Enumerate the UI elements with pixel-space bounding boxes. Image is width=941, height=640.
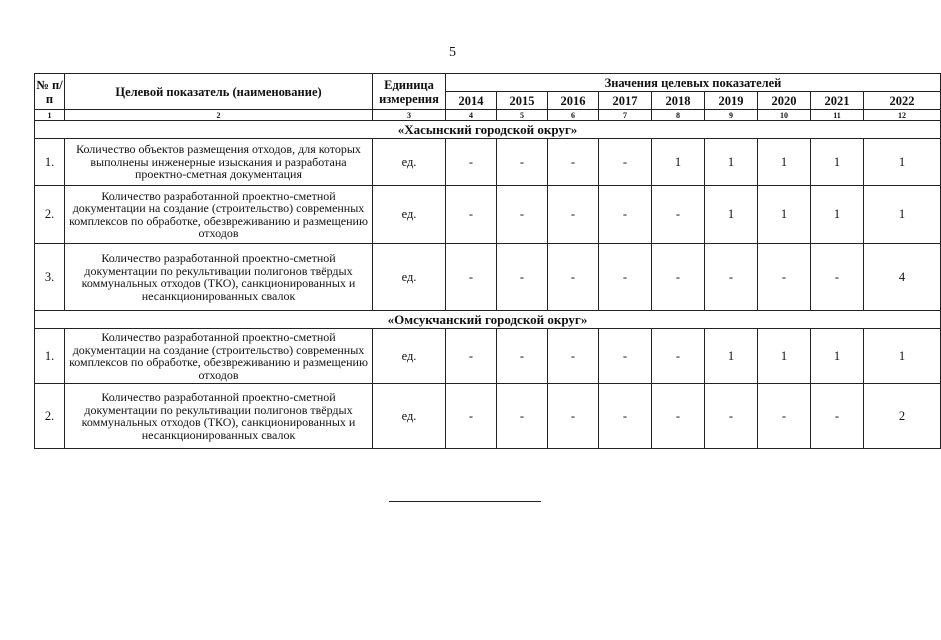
row-description: Количество разработанной проектно-сметной документации по рекультивации полигонов твёрдых коммунальных отходов (ТКО), санкционированных и несанкционированных свалок (65, 384, 373, 449)
column-number: 3 (373, 110, 446, 121)
row-value: 1 (811, 329, 864, 384)
row-value: - (811, 384, 864, 449)
section-row (35, 311, 941, 329)
header-unit: Единица измерения (373, 74, 446, 110)
row-value: 1 (652, 139, 705, 186)
header-values: Значения целевых показателей (446, 74, 941, 92)
table-row (35, 384, 941, 449)
column-number: 9 (705, 110, 758, 121)
row-value: - (599, 244, 652, 311)
header-year: 2017 (599, 92, 652, 110)
header-year: 2019 (705, 92, 758, 110)
header-year: 2016 (548, 92, 599, 110)
row-value: - (705, 384, 758, 449)
column-number: 2 (65, 110, 373, 121)
row-number: 1. (35, 329, 65, 384)
row-value: - (446, 384, 497, 449)
row-unit: ед. (373, 139, 446, 186)
header-year: 2014 (446, 92, 497, 110)
row-value: 1 (705, 329, 758, 384)
row-value: - (705, 244, 758, 311)
row-value: - (497, 244, 548, 311)
row-value: - (446, 244, 497, 311)
row-value: - (758, 244, 811, 311)
row-value: - (548, 329, 599, 384)
row-value: - (548, 244, 599, 311)
row-value: - (652, 244, 705, 311)
header-year: 2018 (652, 92, 705, 110)
row-value: 1 (705, 186, 758, 244)
row-unit: ед. (373, 329, 446, 384)
table-row (35, 139, 941, 186)
table-row (35, 329, 941, 384)
row-description: Количество разработанной проектно-сметной документации на создание (строительство) современных комплексов по обработке, обезвреживанию и размещению отходов (65, 329, 373, 384)
target-indicators-table (34, 73, 941, 449)
column-number: 5 (497, 110, 548, 121)
header-year: 2015 (497, 92, 548, 110)
end-divider-line (389, 501, 541, 502)
row-value: - (599, 186, 652, 244)
column-numbers-row (35, 110, 941, 121)
section-title: «Хасынский городской округ» (35, 121, 941, 139)
column-number: 1 (35, 110, 65, 121)
header-name: Целевой показатель (наименование) (65, 74, 373, 110)
row-value: - (446, 329, 497, 384)
column-number: 6 (548, 110, 599, 121)
row-unit: ед. (373, 186, 446, 244)
row-value: - (446, 139, 497, 186)
row-value: - (758, 384, 811, 449)
row-number: 1. (35, 139, 65, 186)
column-number: 12 (864, 110, 941, 121)
row-unit: ед. (373, 384, 446, 449)
section-row (35, 121, 941, 139)
row-value: 2 (864, 384, 941, 449)
header-year: 2021 (811, 92, 864, 110)
row-value: 1 (864, 186, 941, 244)
row-value: 1 (758, 186, 811, 244)
row-value: 1 (811, 139, 864, 186)
row-description: Количество объектов размещения отходов, для которых выполнены инженерные изыскания и разработана проектно-сметная документация (65, 139, 373, 186)
row-value: 1 (811, 186, 864, 244)
page-number: 5 (449, 45, 456, 60)
row-value: - (446, 186, 497, 244)
row-number: 2. (35, 384, 65, 449)
table-row (35, 244, 941, 311)
row-description: Количество разработанной проектно-сметной документации по рекультивации полигонов твёрдых коммунальных отходов (ТКО), санкционированных и несанкционированных свалок (65, 244, 373, 311)
row-value: - (599, 329, 652, 384)
row-value: 4 (864, 244, 941, 311)
row-value: - (548, 186, 599, 244)
column-number: 4 (446, 110, 497, 121)
row-value: - (548, 384, 599, 449)
row-value: - (548, 139, 599, 186)
row-description: Количество разработанной проектно-сметной документации на создание (строительство) современных комплексов по обработке, обезвреживанию и размещению отходов (65, 186, 373, 244)
column-number: 10 (758, 110, 811, 121)
row-value: - (497, 186, 548, 244)
row-value: - (497, 139, 548, 186)
row-number: 3. (35, 244, 65, 311)
row-value: - (599, 139, 652, 186)
table-row (35, 186, 941, 244)
section-title: «Омсукчанский городской округ» (35, 311, 941, 329)
column-number: 8 (652, 110, 705, 121)
column-number: 7 (599, 110, 652, 121)
row-value: - (497, 329, 548, 384)
header-year: 2020 (758, 92, 811, 110)
row-value: - (652, 384, 705, 449)
row-value: 1 (864, 139, 941, 186)
header-num: № п/п (35, 74, 65, 110)
header-year: 2022 (864, 92, 941, 110)
row-value: - (599, 384, 652, 449)
row-unit: ед. (373, 244, 446, 311)
row-value: - (652, 329, 705, 384)
row-value: 1 (864, 329, 941, 384)
row-value: - (811, 244, 864, 311)
row-number: 2. (35, 186, 65, 244)
row-value: - (497, 384, 548, 449)
row-value: 1 (758, 329, 811, 384)
row-value: 1 (758, 139, 811, 186)
column-number: 11 (811, 110, 864, 121)
row-value: - (652, 186, 705, 244)
row-value: 1 (705, 139, 758, 186)
